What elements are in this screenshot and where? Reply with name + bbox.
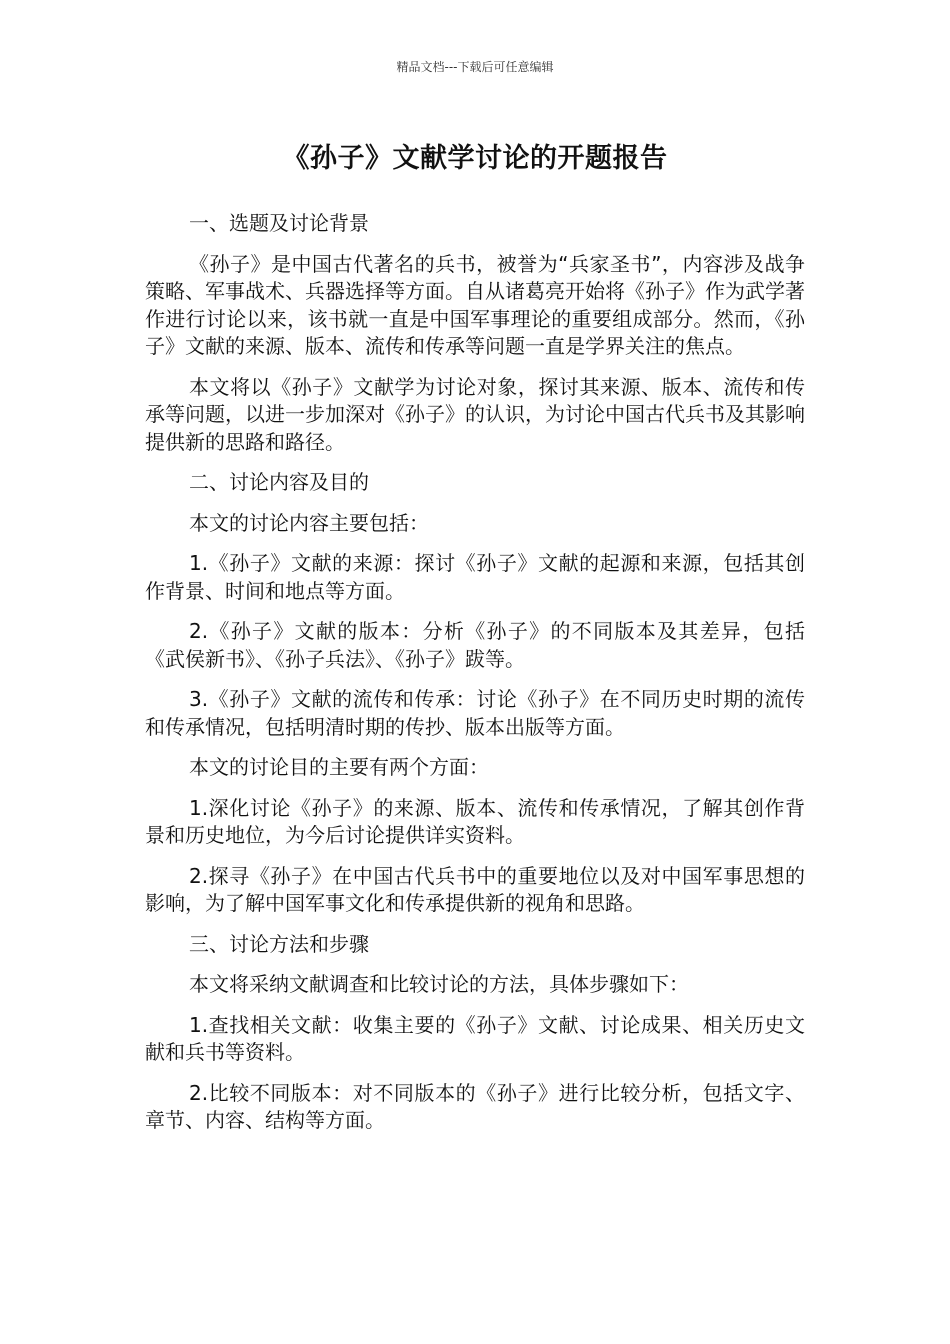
section-heading-content: 二、讨论内容及目的 <box>189 470 369 494</box>
paragraph-goals-lead: 本文的讨论目的主要有两个方面： <box>189 755 489 779</box>
list-item-goal-2: 2.探寻《孙子》在中国古代兵书中的重要地位以及对中国军事思想的影响，为了解中国军事文化和传承提供新的视角和思路。 <box>145 863 805 915</box>
section-heading-background: 一、选题及讨论背景 <box>189 211 369 235</box>
list-item-transmission: 3.《孙子》文献的流传和传承：讨论《孙子》在不同历史时期的流传和传承情况，包括明清时期的传抄、版本出版等方面。 <box>145 687 805 739</box>
document-body <box>145 210 805 1148</box>
page-header-note: 精品文档---下载后可任意编辑 <box>396 60 554 74</box>
section-heading-methods: 三、讨论方法和步骤 <box>189 931 369 956</box>
paragraph-intro: 《孙子》是中国古代著名的兵书，被誉为“兵家圣书”，内容涉及战争策略、军事战术、兵器选择等方面。自从诸葛亮开始将《孙子》作为武学著作进行讨论以来，该书就一直是中国军事理论的重要组成部分。然而，《孙子》文献的来源、版本、流传和传承等问题一直是学界关注的焦点。 <box>145 251 805 358</box>
list-item-step-2: 2.比较不同版本：对不同版本的《孙子》进行比较分析，包括文字、章节、内容、结构等方面。 <box>145 1080 805 1132</box>
paragraph-purpose: 本文将以《孙子》文献学为讨论对象，探讨其来源、版本、流传和传承等问题，以进一步加深对《孙子》的认识，为讨论中国古代兵书及其影响提供新的思路和路径。 <box>145 374 805 454</box>
list-item-versions: 2.《孙子》文献的版本：分析《孙子》的不同版本及其差异，包括《武侯新书》、《孙子兵法》、《孙子》跋等。 <box>145 619 805 671</box>
paragraph-methods-lead: 本文将采纳文献调查和比较讨论的方法，具体步骤如下： <box>189 972 689 996</box>
list-item-source: 1.《孙子》文献的来源：探讨《孙子》文献的起源和来源，包括其创作背景、时间和地点等方面。 <box>145 551 805 603</box>
list-item-goal-1: 1.深化讨论《孙子》的来源、版本、流传和传承情况，了解其创作背景和历史地位，为今后讨论提供详实资料。 <box>145 795 805 847</box>
paragraph-content-lead: 本文的讨论内容主要包括： <box>189 510 429 535</box>
list-item-step-1: 1.查找相关文献：收集主要的《孙子》文献、讨论成果、相关历史文献和兵书等资料。 <box>145 1012 805 1064</box>
document-title: 《孙子》文献学讨论的开题报告 <box>282 143 668 174</box>
